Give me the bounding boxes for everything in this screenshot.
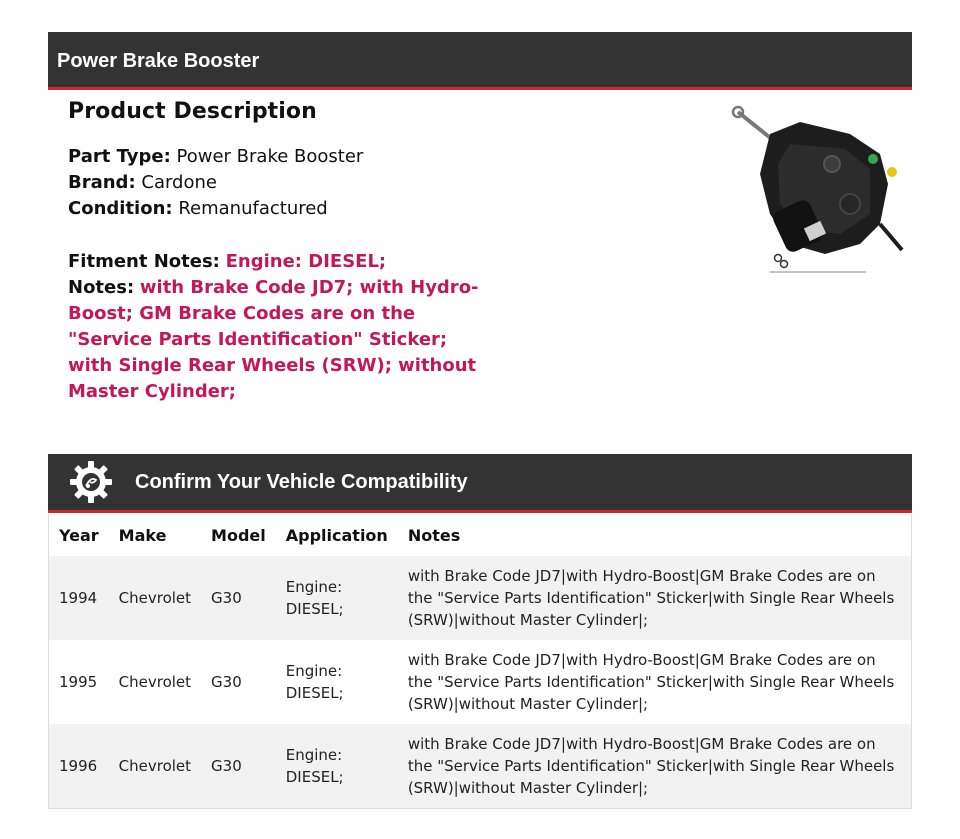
part-type-value: Power Brake Booster xyxy=(176,146,364,167)
compatibility-banner xyxy=(48,454,912,513)
col-year: Year xyxy=(59,525,99,545)
fitment-row xyxy=(68,249,488,275)
col-model: Model xyxy=(211,525,266,545)
cell-make: Chevrolet xyxy=(118,673,192,691)
table-row xyxy=(49,556,911,640)
product-title: Power Brake Booster xyxy=(57,50,260,72)
condition-label: Condition: xyxy=(68,198,173,219)
cell-notes: with Brake Code JD7|with Hydro-Boost|GM Brake Codes are on the "Service Parts Identification" Sticker|with Single Rear Wheels (SRW)|without Master Cylinder|; xyxy=(407,567,895,629)
cell-year: 1994 xyxy=(59,589,98,607)
notes-label: Notes: xyxy=(68,277,135,298)
fitment-value: Engine: DIESEL; xyxy=(225,251,387,272)
description-heading: Product Description xyxy=(68,99,317,124)
fitment-label: Fitment Notes: xyxy=(68,251,220,272)
product-description xyxy=(68,96,488,405)
brake-booster-image xyxy=(730,104,910,276)
cell-application: Engine: DIESEL; xyxy=(285,662,344,702)
condition-row xyxy=(68,196,488,222)
brand-value: Cardone xyxy=(141,172,217,193)
notes-row xyxy=(68,275,488,405)
gear-icon xyxy=(69,460,113,504)
table-header-row xyxy=(49,514,911,556)
compatibility-title: Confirm Your Vehicle Compatibility xyxy=(135,470,468,493)
condition-value: Remanufactured xyxy=(178,198,328,219)
part-type-row xyxy=(68,144,488,170)
cell-notes: with Brake Code JD7|with Hydro-Boost|GM Brake Codes are on the "Service Parts Identification" Sticker|with Single Rear Wheels (SRW)|without Master Cylinder|; xyxy=(407,735,895,797)
compatibility-table xyxy=(48,514,912,809)
cell-make: Chevrolet xyxy=(118,757,192,775)
table-row xyxy=(49,724,911,808)
cell-model: G30 xyxy=(211,673,242,691)
cell-model: G30 xyxy=(211,589,242,607)
part-type-label: Part Type: xyxy=(68,146,171,167)
cell-year: 1995 xyxy=(59,673,98,691)
col-notes: Notes xyxy=(407,525,461,545)
cell-make: Chevrolet xyxy=(118,589,192,607)
product-title-banner xyxy=(48,32,912,90)
table-row xyxy=(49,640,911,724)
notes-value: with Brake Code JD7; with Hydro-Boost; GM Brake Codes are on the "Service Parts Identification" Sticker; with Single Rear Wheels (SRW); without Master Cylinder; xyxy=(68,277,479,402)
brand-label: Brand: xyxy=(68,172,136,193)
col-application: Application xyxy=(285,525,388,545)
cell-model: G30 xyxy=(211,757,242,775)
col-make: Make xyxy=(118,525,167,545)
cell-notes: with Brake Code JD7|with Hydro-Boost|GM Brake Codes are on the "Service Parts Identification" Sticker|with Single Rear Wheels (SRW)|without Master Cylinder|; xyxy=(407,651,895,713)
brand-row xyxy=(68,170,488,196)
cell-year: 1996 xyxy=(59,757,98,775)
cell-application: Engine: DIESEL; xyxy=(285,578,344,618)
cell-application: Engine: DIESEL; xyxy=(285,746,344,786)
